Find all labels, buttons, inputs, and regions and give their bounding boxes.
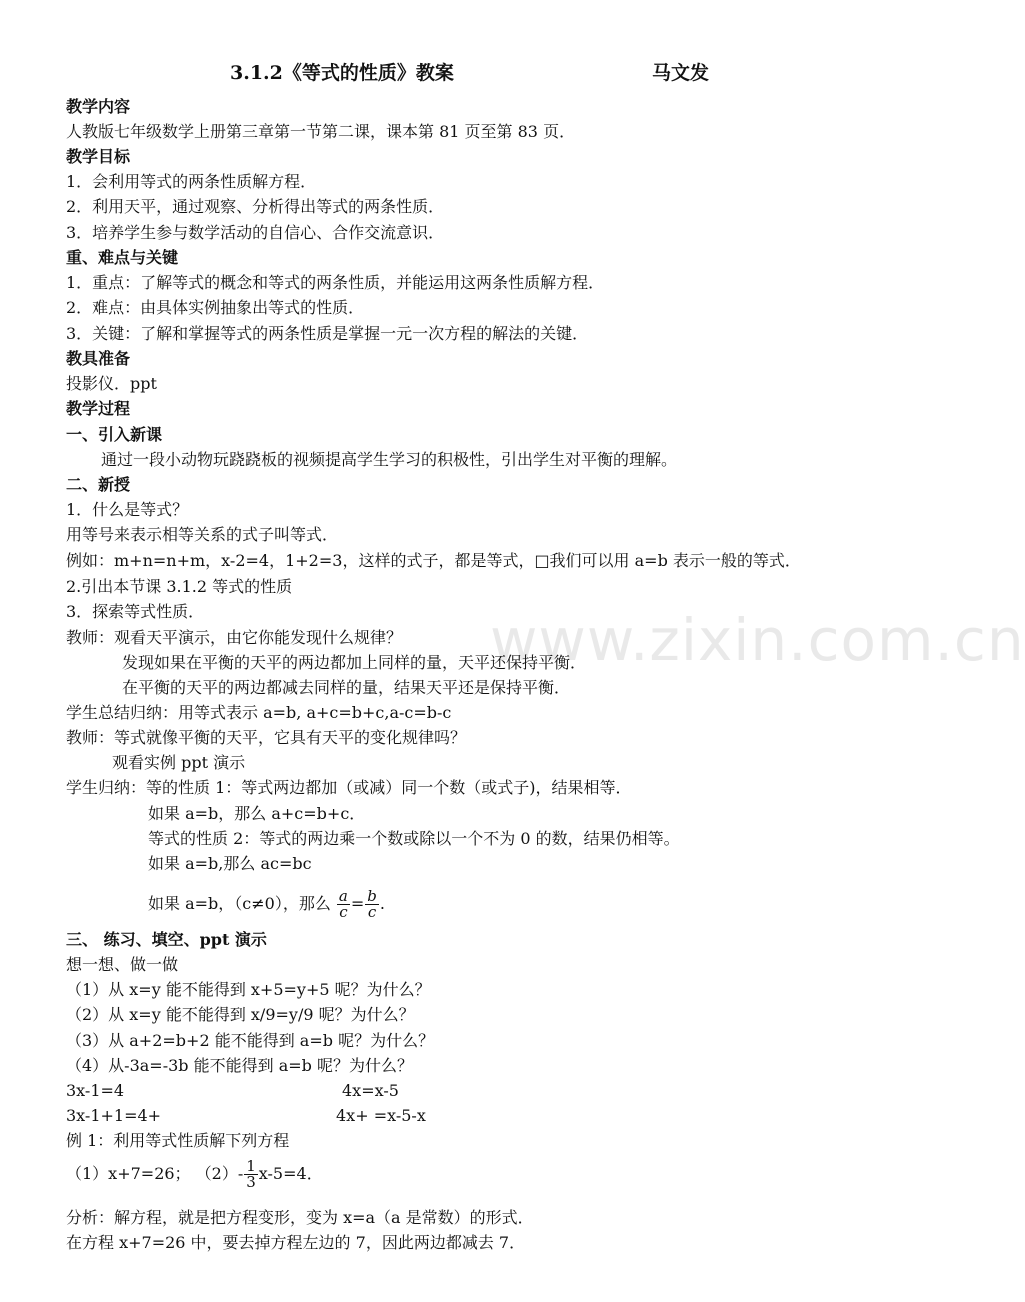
text-line: 如果 a=b，那么 a+c=b+c． <box>148 804 366 823</box>
watermark: www.zixin.com.cn <box>490 606 1025 674</box>
fraction-b-over-c <box>365 889 379 920</box>
section-heading: 教学过程 <box>66 399 131 418</box>
text-line: （3）从 a+2=b+2 能不能得到 a=b 呢？为什么？ <box>66 1031 435 1050</box>
author-name: 马文发 <box>652 62 710 84</box>
fraction-numerator: a <box>338 887 348 905</box>
section-heading: 一、引入新课 <box>66 425 163 444</box>
equation-left: 3x-1+1=4+ <box>66 1106 162 1125</box>
section-heading: 重、难点与关键 <box>66 248 179 267</box>
fraction-numerator: b <box>367 887 377 905</box>
formula-line <box>66 1156 323 1192</box>
text-line: 3．探索等式性质． <box>66 602 205 621</box>
text-line: 2．难点：由具体实例抽象出等式的性质． <box>66 298 365 317</box>
text-line: 2.引出本节课 3.1.2 等式的性质 <box>66 577 293 596</box>
text-line: 1．什么是等式？ <box>66 500 189 519</box>
text-line: 等式的性质 2：等式的两边乘一个数或除以一个不为 0 的数，结果仍相等。 <box>148 829 680 848</box>
text-line: （2）从 x=y 能不能得到 x/9=y/9 呢？为什么？ <box>66 1005 415 1024</box>
section-heading: 教具准备 <box>66 349 131 368</box>
text-line: 3．关键：了解和掌握等式的两条性质是掌握一元一次方程的解法的关键． <box>66 324 589 343</box>
text-line: x-5=4． <box>258 1164 323 1183</box>
text-line: 通过一段小动物玩跷跷板的视频提高学生学习的积极性，引出学生对平衡的理解。 <box>101 450 678 469</box>
text-line: 2．利用天平，通过观察、分析得出等式的两条性质． <box>66 197 445 216</box>
equation-right: 4x+ =x-5-x <box>336 1106 426 1125</box>
text-line: 1．会利用等式的两条性质解方程． <box>66 172 317 191</box>
text-line: 投影仪．ppt <box>66 374 157 393</box>
text-line: 在平衡的天平的两边都减去同样的量，结果天平还是保持平衡． <box>122 678 571 697</box>
fraction-one-third <box>244 1159 258 1190</box>
section-heading: 二、新授 <box>66 475 131 494</box>
fraction-denominator: 3 <box>246 1173 256 1191</box>
text-line: 学生归纳：等的性质 1：等式两边都加（或减）同一个数（或式子)，结果相等． <box>66 778 632 797</box>
text-line: （1）从 x=y 能不能得到 x+5=y+5 呢？为什么？ <box>66 980 431 999</box>
text-line: 1．重点：了解等式的概念和等式的两条性质，并能运用这两条性质解方程． <box>66 273 605 292</box>
text-line: 发现如果在平衡的天平的两边都加上同样的量，天平还保持平衡． <box>122 653 587 672</box>
text-line: 学生总结归纳：用等式表示 a=b, a+c=b+c,a-c=b-c <box>66 703 452 722</box>
text-line: 想一想、做一做 <box>66 955 179 974</box>
text-line: 如果 a=b，（c≠0），那么 <box>148 894 331 913</box>
formula-line <box>148 886 385 922</box>
fraction-denominator: c <box>367 903 377 921</box>
section-heading: 教学目标 <box>66 147 131 166</box>
document-title: 3.1.2《等式的性质》教案 <box>230 62 454 84</box>
text-line: （4）从-3a=-3b 能不能得到 a=b 呢？为什么？ <box>66 1056 413 1075</box>
section-heading: 三、 练习、填空、ppt 演示 <box>66 930 267 949</box>
equals-sign: = <box>350 894 365 913</box>
text-line: 观看实例 ppt 演示 <box>112 753 246 772</box>
text-line: 用等号来表示相等关系的式子叫等式． <box>66 525 339 544</box>
section-heading: 教学内容 <box>66 97 131 116</box>
text-line: 教师：观看天平演示，由它你能发现什么规律？ <box>66 628 403 647</box>
text-line: 例如：m+n=n+m，x-2=4，1+2=3，这样的式子，都是等式，□我们可以用 a=b 表示一般的等式． <box>66 551 801 570</box>
equation-right: 4x=x-5 <box>342 1081 399 1100</box>
period: . <box>379 894 385 913</box>
text-line: 3．培养学生参与数学活动的自信心、合作交流意识． <box>66 223 445 242</box>
fraction-denominator: c <box>339 903 348 921</box>
text-line: 人教版七年级数学上册第三章第一节第二课，课本第 81 页至第 83 页． <box>66 122 576 141</box>
text-line: 教师：等式就像平衡的天平，它具有天平的变化规律吗？ <box>66 728 467 747</box>
text-line: 如果 a=b,那么 ac=bc <box>148 854 312 873</box>
text-line: 在方程 x+7=26 中，要去掉方程左边的 7，因此两边都减去 7． <box>66 1233 526 1252</box>
text-line: 例 1：利用等式性质解下列方程 <box>66 1131 290 1150</box>
fraction-a-over-c <box>337 889 350 920</box>
text-line: 分析：解方程，就是把方程变形，变为 x=a（a 是常数）的形式． <box>66 1208 534 1227</box>
equation-left: 3x-1=4 <box>66 1081 125 1100</box>
text-line: （1）x+7=26； （2）- <box>66 1164 244 1183</box>
fraction-numerator: 1 <box>246 1157 256 1175</box>
